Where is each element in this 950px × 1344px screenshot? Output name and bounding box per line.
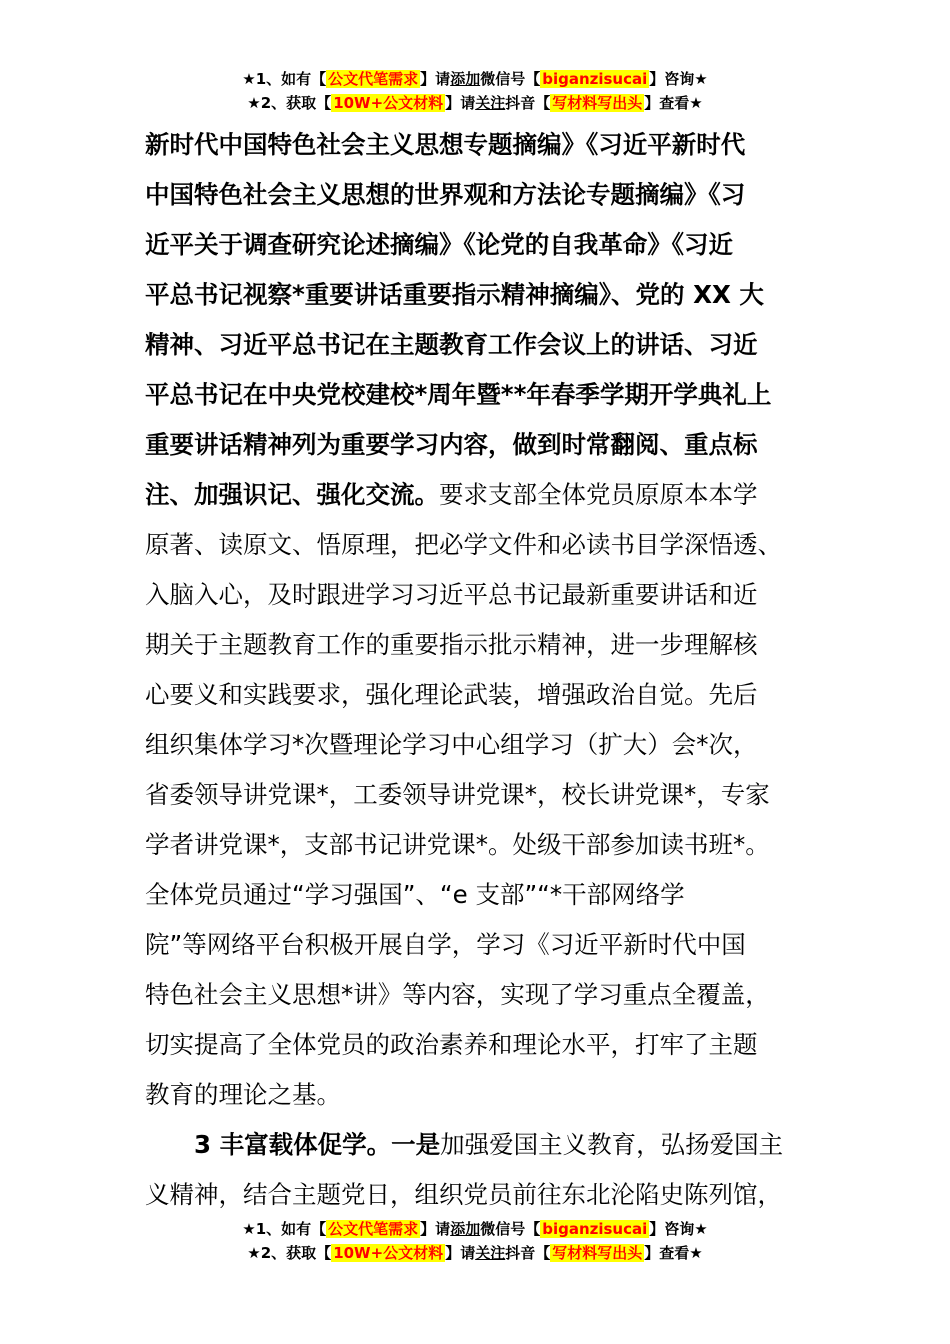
promo-text: 】请 [445, 1244, 476, 1262]
body-line: 平总书记视察*重要讲话重要指示精神摘编》、党的 XX 大 [145, 280, 764, 309]
promo-highlight: 10W+公文材料 [333, 94, 444, 112]
promo-text: ★2、获取【 [247, 94, 332, 112]
body-line: 中国特色社会主义思想的世界观和方法论专题摘编》《习 [145, 180, 746, 209]
body-line: 原著、读原文、悟原理，把必学文件和必读书目学深悟透、 [145, 530, 782, 559]
body-line: 近平关于调查研究论述摘编》《论党的自我革命》《习近 [145, 230, 733, 259]
promo-text: 微信号【 [480, 70, 541, 88]
promo-underlined: 关注 [475, 94, 506, 112]
promo-highlight: 公文代笔需求 [328, 70, 419, 88]
body-line: 义精神，结合主题党日，组织党员前往东北沦陷史陈列馆， [145, 1180, 782, 1209]
promo-text: ★1、如有【 [242, 1220, 327, 1238]
promo-highlight: 公文代笔需求 [328, 1220, 419, 1238]
promo-text: 】请 [445, 94, 476, 112]
promo-text: 】咨询★ [649, 70, 708, 88]
body-line: 省委领导讲党课*，工委领导讲党课*，校长讲党课*，专家 [145, 780, 770, 809]
bold-run: 注、加强识记、强化交流。 [145, 480, 439, 509]
body-line: 教育的理论之基。 [145, 1080, 341, 1109]
body-line: 学者讲党课*，支部书记讲党课*。处级干部参加读书班*。 [145, 830, 770, 859]
body-line: 切实提高了全体党员的政治素养和理论水平，打牢了主题 [145, 1030, 758, 1059]
body-line: 新时代中国特色社会主义思想专题摘编》《习近平新时代 [145, 130, 746, 159]
promo-highlight: 10W+公文材料 [333, 1244, 444, 1262]
promo-text: ★1、如有【 [242, 70, 327, 88]
body-line: 精神、习近平总书记在主题教育工作会议上的讲话、习近 [145, 330, 758, 359]
body-line: 入脑入心，及时跟进学习习近平总书记最新重要讲话和近 [145, 580, 758, 609]
promo-text: 微信号【 [480, 1220, 541, 1238]
body-line: 重要讲话精神列为重要学习内容，做到时常翻阅、重点标 [145, 430, 758, 459]
promo-text: 】查看★ [644, 94, 703, 112]
promo-underlined: 添加 [450, 1220, 481, 1238]
body-line: 全体党员通过“学习强国”、“e 支部”“*干部网络学 [145, 880, 685, 909]
body-line: 心要义和实践要求，强化理论武装，增强政治自觉。先后 [145, 680, 758, 709]
promo-line-2 [0, 91, 950, 115]
body-line: 院”等网络平台积极开展自学，学习《习近平新时代中国 [145, 930, 746, 959]
header-promo-banner [0, 67, 950, 115]
section-heading-line [145, 1120, 810, 1170]
body-line: 特色社会主义思想*讲》等内容，实现了学习重点全覆盖， [145, 980, 770, 1009]
document-body [145, 120, 810, 1220]
section-heading: 3 丰富载体促学。一是 [194, 1130, 441, 1159]
promo-line-2 [0, 1241, 950, 1265]
promo-text: 】查看★ [644, 1244, 703, 1262]
promo-text: ★2、获取【 [247, 1244, 332, 1262]
promo-line-1 [0, 1217, 950, 1241]
promo-text: 抖音【 [505, 94, 551, 112]
promo-highlight: biganzisucai [542, 70, 648, 88]
promo-text: 抖音【 [505, 1244, 551, 1262]
promo-highlight: biganzisucai [542, 1220, 648, 1238]
promo-text: 】请 [420, 70, 451, 88]
promo-text: 】咨询★ [649, 1220, 708, 1238]
body-line: 平总书记在中央党校建校*周年暨**年春季学期开学典礼上 [145, 380, 772, 409]
promo-line-1 [0, 67, 950, 91]
body-line [145, 470, 810, 520]
footer-promo-banner [0, 1217, 950, 1265]
normal-run: 加强爱国主义教育，弘扬爱国主 [440, 1130, 784, 1159]
body-line: 组织集体学习*次暨理论学习中心组学习（扩大）会*次， [145, 730, 758, 759]
normal-run: 要求支部全体党员原原本本学 [439, 480, 758, 509]
promo-underlined: 添加 [450, 70, 481, 88]
promo-highlight: 写材料写出头 [552, 1244, 643, 1262]
promo-highlight: 写材料写出头 [552, 94, 643, 112]
body-line: 期关于主题教育工作的重要指示批示精神，进一步理解核 [145, 630, 758, 659]
promo-underlined: 关注 [475, 1244, 506, 1262]
promo-text: 】请 [420, 1220, 451, 1238]
